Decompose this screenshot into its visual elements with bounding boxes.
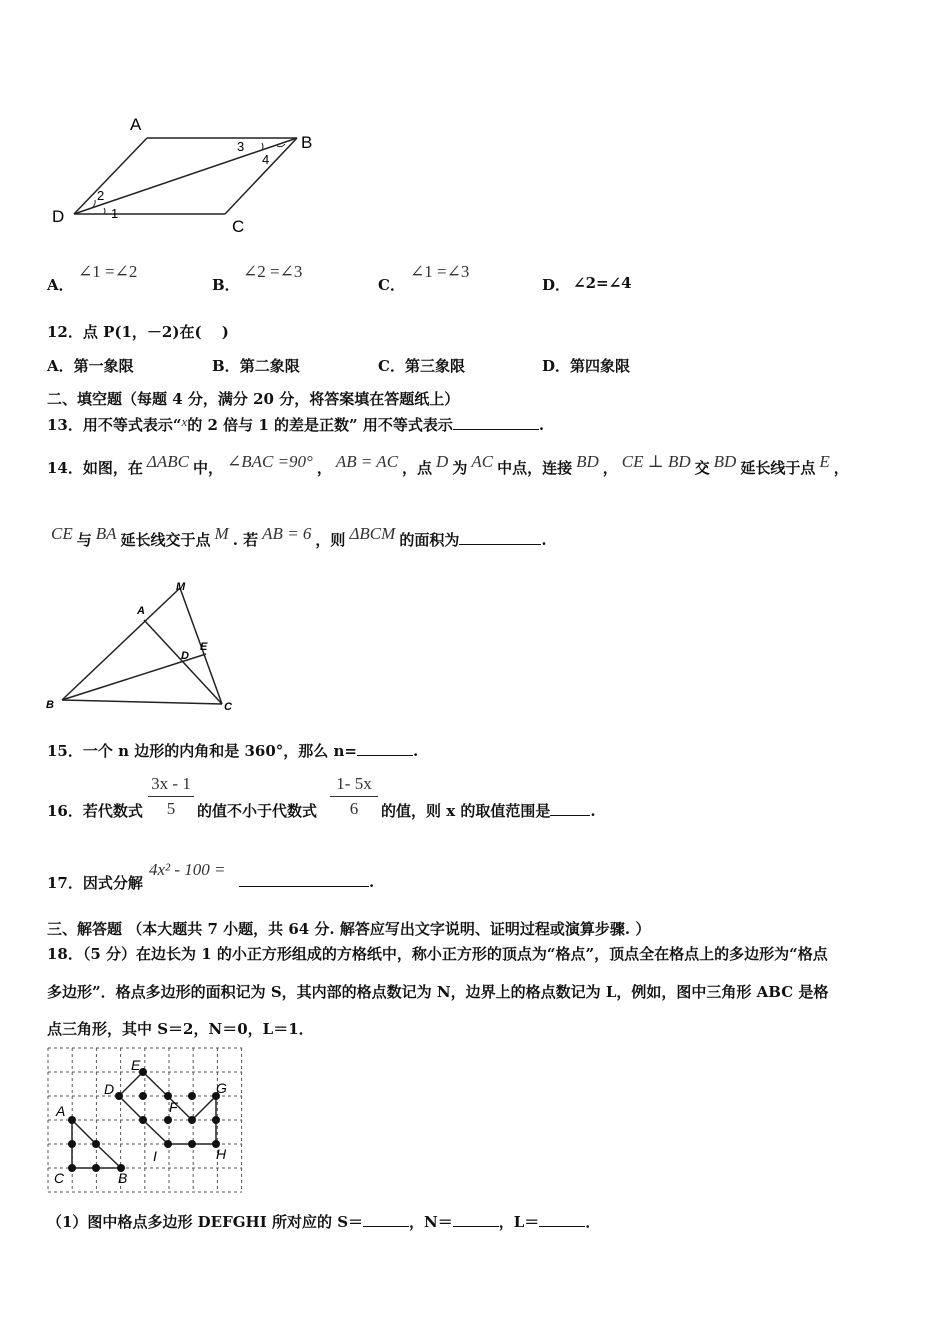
q18-line2: 多边形”．格点多边形的面积记为 S，其内部的格点数记为 N，边界上的格点数记为 L，例如，图中三角形 ABC 是格 xyxy=(47,983,829,1001)
q18-sub1: （1）图中格点多边形 DEFGHI 所对应的 S＝ ，N＝ ，L＝ ． xyxy=(47,1213,601,1231)
q14-math: ∠BAC =90° xyxy=(226,452,313,471)
lattice-point xyxy=(188,1092,196,1100)
label-C: C xyxy=(54,1170,65,1186)
label-B: B xyxy=(301,133,313,152)
q14-text: 交 xyxy=(694,459,710,477)
lattice-point xyxy=(68,1164,76,1172)
q14-text: 14．如图，在 xyxy=(47,459,143,477)
q14-text: . 若 xyxy=(232,531,259,549)
q14-math: D xyxy=(436,452,449,471)
lattice-point xyxy=(212,1116,220,1124)
q14-math: M xyxy=(214,524,229,543)
q14-text: 的面积为 xyxy=(399,531,460,549)
q14-text: ，则 xyxy=(315,531,346,549)
q16-fraction-2: 1- 5x 6 xyxy=(330,774,378,819)
q11-option-b-expr: ∠2 =∠3 xyxy=(243,262,303,281)
q14-text: 延长线交于点 xyxy=(120,531,211,549)
q16-text-b: 的值不小于代数式 xyxy=(197,802,318,820)
polygon-DEFGHI xyxy=(119,1072,216,1144)
q14-math: E xyxy=(819,452,830,471)
q14-math: BD xyxy=(576,452,599,471)
q15: 15．一个 n 边形的内角和是 360°，那么 n= . xyxy=(47,742,419,760)
label-C: C xyxy=(232,217,245,236)
label-D: D xyxy=(181,650,189,662)
lattice-point xyxy=(164,1116,172,1124)
q11-option-a-expr: ∠1 =∠2 xyxy=(78,262,138,281)
label-B: B xyxy=(46,699,54,711)
q14-math: BD xyxy=(713,452,737,471)
label-A: A xyxy=(56,1103,66,1119)
q14-text: ， xyxy=(316,459,332,477)
label-A: A xyxy=(130,115,142,134)
triangle-figure xyxy=(40,576,250,718)
q14-math: AB = 6 xyxy=(262,524,312,543)
label-M: M xyxy=(176,581,186,593)
section2-title: 二、填空题（每题 4 分，满分 20 分，将答案填在答题纸上） xyxy=(47,390,460,408)
label-I: I xyxy=(153,1148,157,1164)
q14-math: AB = AC xyxy=(335,452,399,471)
q16-fraction-1: 3x - 1 5 xyxy=(148,774,194,819)
q14-math: CE xyxy=(51,524,73,543)
diagonal-DB xyxy=(74,138,297,214)
q14-text: 与 xyxy=(76,531,92,549)
label-D: D xyxy=(52,207,65,226)
q12-option-a: A．第一象限 xyxy=(47,357,134,375)
lattice-point xyxy=(164,1140,172,1148)
section3-title: 三、解答题 （本大题共 7 小题，共 64 分. 解答应写出文字说明、证明过程或演算步骤. ） xyxy=(47,920,651,938)
segment-BC xyxy=(225,138,297,214)
label-B: B xyxy=(118,1170,128,1186)
q17-answer: . xyxy=(239,872,374,891)
q12-option-d: D．第四象限 xyxy=(542,357,631,375)
q11-option-c-expr: ∠1 =∠3 xyxy=(410,262,470,281)
label-H: H xyxy=(216,1146,227,1162)
q11-option-b-letter: B． xyxy=(212,276,240,294)
label-F: F xyxy=(169,1099,178,1115)
q17-text: 17．因式分解 xyxy=(47,874,143,892)
q11-option-d-expr: ∠2=∠4 xyxy=(573,274,632,292)
q12-option-c: C．第三象限 xyxy=(378,357,465,375)
segment-DA xyxy=(74,138,147,214)
q14-text: ， xyxy=(602,459,618,477)
segment-BC xyxy=(62,700,222,704)
q14-math: BA xyxy=(95,524,117,543)
q14-text: ，点 xyxy=(402,459,433,477)
q12-option-b: B．第二象限 xyxy=(212,357,300,375)
q17-expression: 4x² - 100 = xyxy=(149,860,226,879)
q14-text: 中点，连接 xyxy=(497,459,573,477)
label-C: C xyxy=(224,701,232,713)
label-G: G xyxy=(216,1080,227,1096)
q12-stem: 12．点 P(1，－2)在( ) xyxy=(47,323,229,341)
q14-text: ， xyxy=(833,459,849,477)
label-D: D xyxy=(104,1081,115,1097)
label-A: A xyxy=(137,605,145,617)
q14-text: 中， xyxy=(192,459,223,477)
lattice-point xyxy=(68,1140,76,1148)
lattice-point xyxy=(188,1140,196,1148)
q14-line2: CE 与 BA 延长线交于点 M . 若 AB = 6 ，则 ΔBCM 的面积为 . xyxy=(51,524,547,549)
q11-option-c-letter: C． xyxy=(378,276,405,294)
q13: 13．用不等式表示“x的 2 倍与 1 的差是正数” 用不等式表示 . xyxy=(47,414,545,434)
q11-option-a-letter: A． xyxy=(47,276,74,294)
lattice-point xyxy=(188,1116,196,1124)
q14-line1 xyxy=(47,452,927,478)
q18-line1: 18．（5 分）在边长为 1 的小正方形组成的方格纸中，称小正方形的顶点为“格点”，顶点全在格点上的多边形为“格点 xyxy=(47,945,828,963)
q14-math: AC xyxy=(471,452,494,471)
q14-math: ΔBCM xyxy=(349,524,396,543)
q18-line3: 点三角形，其中 S＝2，N＝0，L＝1． xyxy=(47,1020,314,1038)
lattice-point xyxy=(115,1092,123,1100)
q16-text-a: 16．若代数式 xyxy=(47,802,143,820)
label-angle-2: 2 xyxy=(97,188,105,203)
q11-option-d-letter: D． xyxy=(542,276,571,294)
label-E: E xyxy=(200,641,208,653)
q14-text: 为 xyxy=(452,459,468,477)
lattice-point xyxy=(92,1140,100,1148)
lattice-point xyxy=(139,1116,147,1124)
lattice-point xyxy=(92,1164,100,1172)
q14-math: ΔABC xyxy=(146,452,189,471)
label-E: E xyxy=(131,1057,141,1073)
lattice-point xyxy=(68,1116,76,1124)
q16-text-c: 的值，则 x 的取值范围是 . xyxy=(381,802,596,820)
lattice-grid-figure xyxy=(40,1046,246,1198)
lattice-point xyxy=(139,1092,147,1100)
q14-text: 延长线于点 xyxy=(740,459,816,477)
q14-math: CE ⊥ BD xyxy=(621,452,691,471)
segment-BM xyxy=(62,588,180,700)
label-angle-1: 1 xyxy=(111,206,119,221)
label-angle-3: 3 xyxy=(237,139,245,154)
label-angle-4: 4 xyxy=(262,152,270,167)
parallelogram-figure xyxy=(40,108,340,238)
